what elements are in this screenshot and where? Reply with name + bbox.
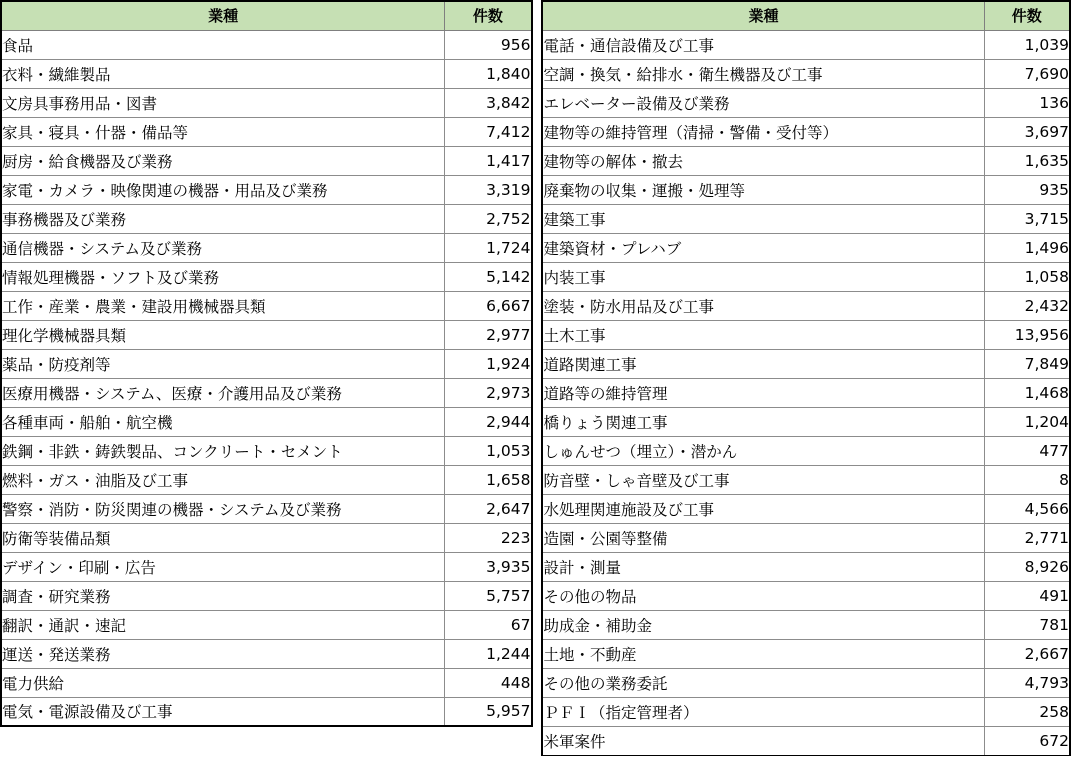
category-count: 2,647 — [445, 494, 532, 523]
category-name: 塗装・防水用品及び工事 — [542, 291, 984, 320]
table-row — [542, 639, 1070, 668]
table-row — [1, 523, 532, 552]
category-count: 5,142 — [445, 262, 532, 291]
table-row — [542, 204, 1070, 233]
category-name: 燃料・ガス・油脂及び工事 — [1, 465, 445, 494]
table-row — [1, 610, 532, 639]
table-row — [542, 668, 1070, 697]
category-count: 3,697 — [984, 117, 1070, 146]
table-row — [542, 262, 1070, 291]
category-count: 2,771 — [984, 523, 1070, 552]
category-name: 運送・発送業務 — [1, 639, 445, 668]
table-body-left — [1, 30, 532, 726]
table-row — [1, 320, 532, 349]
table-row — [542, 233, 1070, 262]
table-row — [542, 726, 1070, 755]
category-count: 672 — [984, 726, 1070, 755]
category-count: 1,635 — [984, 146, 1070, 175]
table-row — [542, 175, 1070, 204]
table-row — [542, 320, 1070, 349]
category-count: 2,752 — [445, 204, 532, 233]
category-name: 道路関連工事 — [542, 349, 984, 378]
header-row — [542, 1, 1070, 30]
category-name: 内装工事 — [542, 262, 984, 291]
category-table-right — [541, 0, 1071, 756]
table-row — [542, 117, 1070, 146]
category-name: 助成金・補助金 — [542, 610, 984, 639]
table-body-right — [542, 30, 1070, 755]
table-row — [1, 30, 532, 59]
category-name: 土地・不動産 — [542, 639, 984, 668]
category-count: 3,935 — [445, 552, 532, 581]
table-row — [542, 59, 1070, 88]
category-count: 1,204 — [984, 407, 1070, 436]
category-count: 1,039 — [984, 30, 1070, 59]
category-count: 477 — [984, 436, 1070, 465]
category-name: 建築資材・プレハブ — [542, 233, 984, 262]
category-name: 電力供給 — [1, 668, 445, 697]
table-row — [1, 233, 532, 262]
table-row — [1, 88, 532, 117]
category-name: 翻訳・通訳・速記 — [1, 610, 445, 639]
category-name: ＰＦＩ（指定管理者） — [542, 697, 984, 726]
table-row — [542, 465, 1070, 494]
table-row — [542, 378, 1070, 407]
category-count: 1,658 — [445, 465, 532, 494]
table-row — [542, 610, 1070, 639]
table-row — [1, 494, 532, 523]
header-count: 件数 — [445, 1, 532, 30]
category-name: 造園・公園等整備 — [542, 523, 984, 552]
category-name: 防音壁・しゃ音壁及び工事 — [542, 465, 984, 494]
category-name: 事務機器及び業務 — [1, 204, 445, 233]
table-row — [1, 59, 532, 88]
table-row — [542, 697, 1070, 726]
table-row — [1, 639, 532, 668]
category-count: 6,667 — [445, 291, 532, 320]
category-count: 3,842 — [445, 88, 532, 117]
category-count: 1,496 — [984, 233, 1070, 262]
category-name: 建物等の解体・撤去 — [542, 146, 984, 175]
category-count: 67 — [445, 610, 532, 639]
category-count: 1,244 — [445, 639, 532, 668]
category-count: 3,319 — [445, 175, 532, 204]
table-row — [1, 146, 532, 175]
category-name: 文房具事務用品・図書 — [1, 88, 445, 117]
header-category: 業種 — [542, 1, 984, 30]
category-name: 工作・産業・農業・建設用機械器具類 — [1, 291, 445, 320]
category-count: 1,417 — [445, 146, 532, 175]
category-name: 電気・電源設備及び工事 — [1, 697, 445, 726]
category-name: その他の物品 — [542, 581, 984, 610]
table-row — [542, 291, 1070, 320]
category-count: 223 — [445, 523, 532, 552]
category-count: 1,468 — [984, 378, 1070, 407]
category-count: 3,715 — [984, 204, 1070, 233]
category-count: 8,926 — [984, 552, 1070, 581]
category-name: 道路等の維持管理 — [542, 378, 984, 407]
table-row — [1, 465, 532, 494]
table-row — [542, 581, 1070, 610]
category-count: 1,724 — [445, 233, 532, 262]
category-name: 建築工事 — [542, 204, 984, 233]
category-count: 4,566 — [984, 494, 1070, 523]
category-name: 建物等の維持管理（清掃・警備・受付等） — [542, 117, 984, 146]
category-count: 136 — [984, 88, 1070, 117]
category-count: 2,977 — [445, 320, 532, 349]
header-count: 件数 — [984, 1, 1070, 30]
category-count: 5,757 — [445, 581, 532, 610]
category-name: 厨房・給食機器及び業務 — [1, 146, 445, 175]
table-row — [1, 262, 532, 291]
category-name: 衣料・繊維製品 — [1, 59, 445, 88]
table-row — [1, 175, 532, 204]
table-row — [542, 494, 1070, 523]
table-row — [1, 668, 532, 697]
table-row — [1, 407, 532, 436]
category-count: 956 — [445, 30, 532, 59]
table-row — [542, 523, 1070, 552]
category-name: 設計・測量 — [542, 552, 984, 581]
table-row — [1, 697, 532, 726]
category-name: 警察・消防・防災関連の機器・システム及び業務 — [1, 494, 445, 523]
category-count: 4,793 — [984, 668, 1070, 697]
table-row — [542, 407, 1070, 436]
category-count: 1,053 — [445, 436, 532, 465]
category-name: 米軍案件 — [542, 726, 984, 755]
category-name: 通信機器・システム及び業務 — [1, 233, 445, 262]
category-count: 7,690 — [984, 59, 1070, 88]
table-row — [542, 436, 1070, 465]
category-name: エレベーター設備及び業務 — [542, 88, 984, 117]
category-name: デザイン・印刷・広告 — [1, 552, 445, 581]
category-count: 1,924 — [445, 349, 532, 378]
category-name: 情報処理機器・ソフト及び業務 — [1, 262, 445, 291]
category-count: 448 — [445, 668, 532, 697]
category-count: 2,944 — [445, 407, 532, 436]
category-name: 電話・通信設備及び工事 — [542, 30, 984, 59]
header-row — [1, 1, 532, 30]
category-table-left — [0, 0, 533, 727]
table-row — [1, 581, 532, 610]
category-count: 2,973 — [445, 378, 532, 407]
category-name: 家電・カメラ・映像関連の機器・用品及び業務 — [1, 175, 445, 204]
category-name: 食品 — [1, 30, 445, 59]
category-name: 各種車両・船舶・航空機 — [1, 407, 445, 436]
table-row — [1, 204, 532, 233]
category-count: 258 — [984, 697, 1070, 726]
category-name: 医療用機器・システム、医療・介護用品及び業務 — [1, 378, 445, 407]
category-name: 水処理関連施設及び工事 — [542, 494, 984, 523]
table-row — [1, 436, 532, 465]
category-name: 薬品・防疫剤等 — [1, 349, 445, 378]
table-row — [1, 552, 532, 581]
category-name: 空調・換気・給排水・衛生機器及び工事 — [542, 59, 984, 88]
category-count: 2,667 — [984, 639, 1070, 668]
table-row — [542, 552, 1070, 581]
table-row — [542, 88, 1070, 117]
category-name: しゅんせつ（埋立）・潜かん — [542, 436, 984, 465]
header-category: 業種 — [1, 1, 445, 30]
category-name: 鉄鋼・非鉄・鋳鉄製品、コンクリート・セメント — [1, 436, 445, 465]
category-count: 13,956 — [984, 320, 1070, 349]
category-count: 2,432 — [984, 291, 1070, 320]
category-name: 廃棄物の収集・運搬・処理等 — [542, 175, 984, 204]
table-row — [1, 117, 532, 146]
category-name: 家具・寝具・什器・備品等 — [1, 117, 445, 146]
category-name: 土木工事 — [542, 320, 984, 349]
table-row — [1, 349, 532, 378]
category-count: 1,058 — [984, 262, 1070, 291]
category-name: その他の業務委託 — [542, 668, 984, 697]
category-name: 防衛等装備品類 — [1, 523, 445, 552]
category-count: 7,849 — [984, 349, 1070, 378]
category-count: 1,840 — [445, 59, 532, 88]
table-row — [542, 30, 1070, 59]
table-row — [542, 349, 1070, 378]
category-name: 橋りょう関連工事 — [542, 407, 984, 436]
category-name: 理化学機械器具類 — [1, 320, 445, 349]
category-count: 7,412 — [445, 117, 532, 146]
table-row — [1, 378, 532, 407]
category-count: 5,957 — [445, 697, 532, 726]
category-count: 781 — [984, 610, 1070, 639]
category-name: 調査・研究業務 — [1, 581, 445, 610]
category-count: 8 — [984, 465, 1070, 494]
category-count: 935 — [984, 175, 1070, 204]
category-count: 491 — [984, 581, 1070, 610]
table-row — [1, 291, 532, 320]
table-row — [542, 146, 1070, 175]
